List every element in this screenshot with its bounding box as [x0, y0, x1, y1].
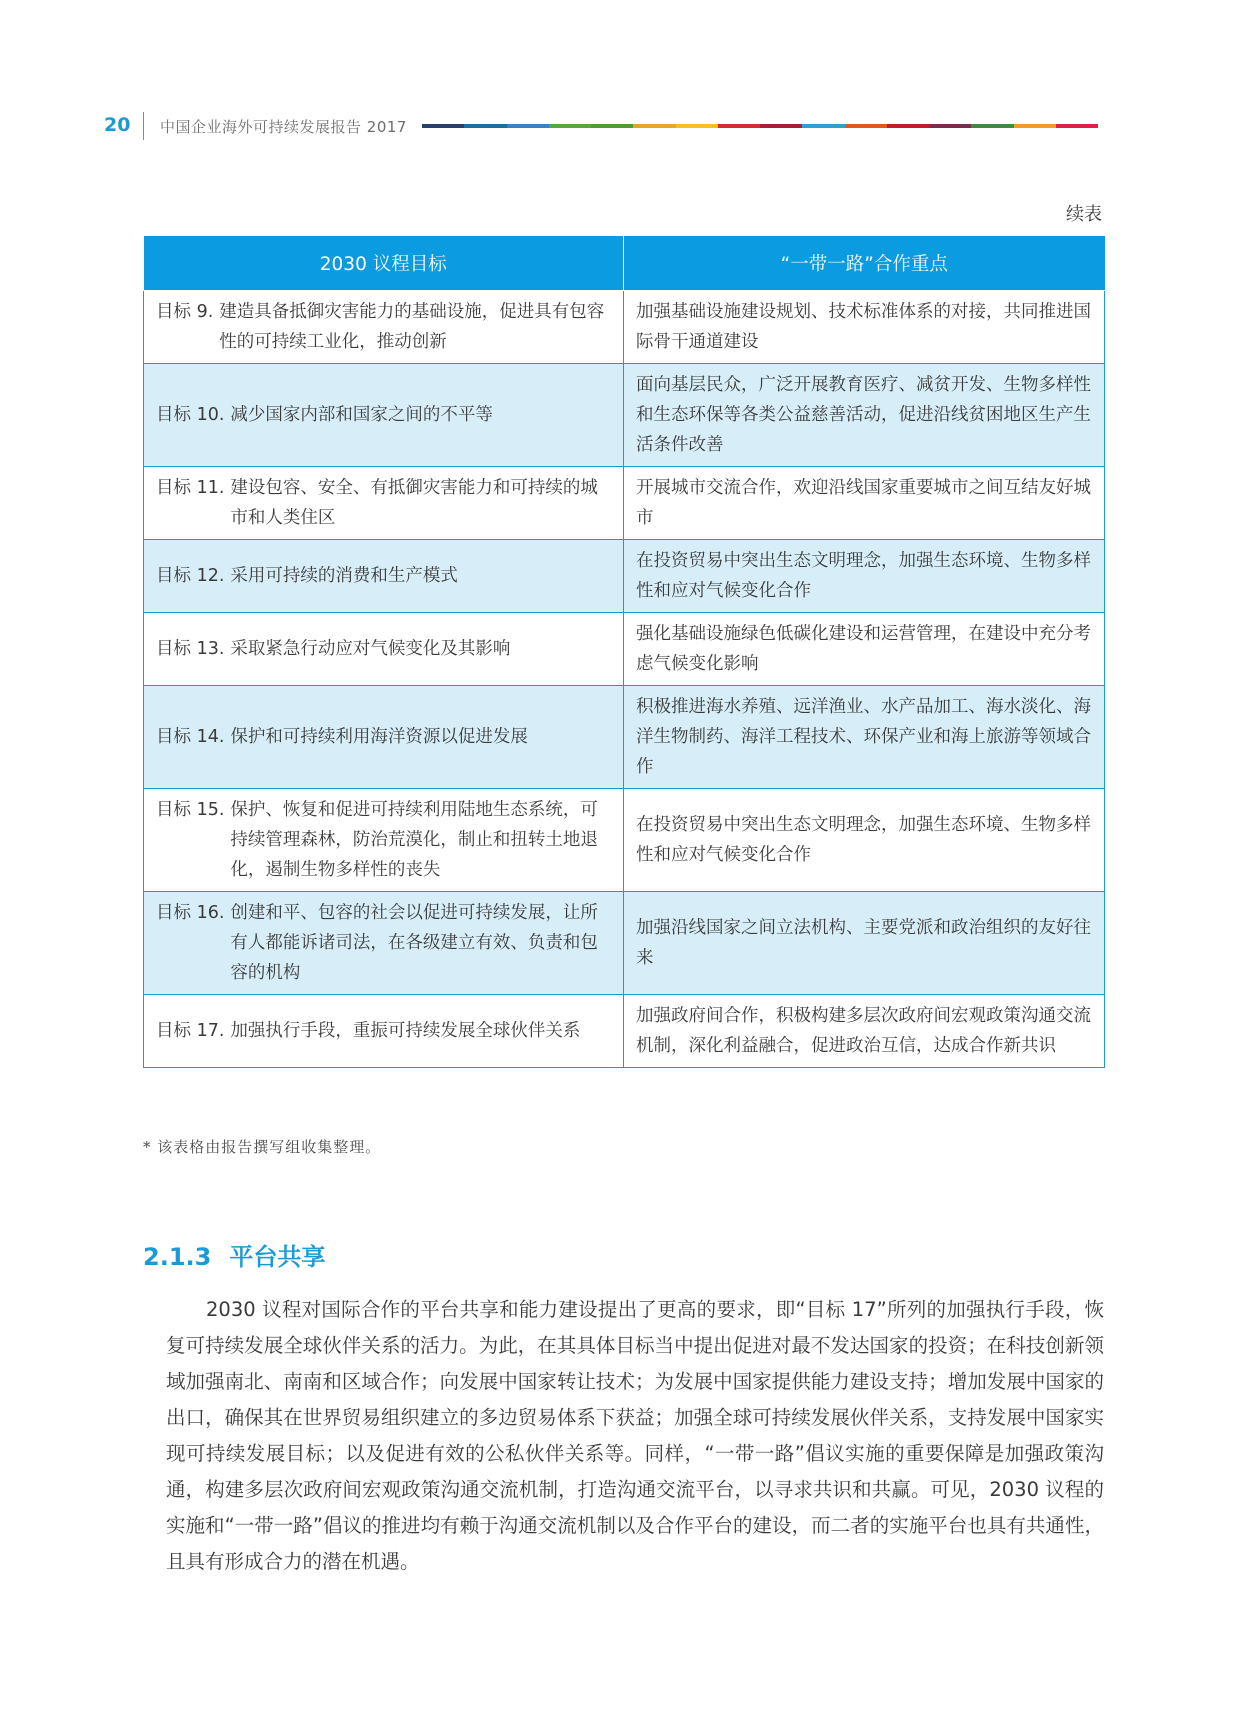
goal-cell — [144, 467, 624, 540]
sdg-color-segment — [464, 124, 506, 128]
goal-text: 保护和可持续利用海洋资源以促进发展 — [230, 727, 528, 747]
table-row — [144, 540, 1105, 613]
sdg-color-segment — [929, 124, 971, 128]
header-divider — [143, 112, 144, 140]
focus-cell: 在投资贸易中突出生态文明理念，加强生态环境、生物多样性和应对气候变化合作 — [624, 789, 1105, 892]
goal-number: 目标 11. — [156, 478, 225, 498]
goal-cell — [144, 291, 624, 364]
goal-cell — [144, 892, 624, 995]
sdg-color-segment — [1056, 124, 1098, 128]
sdg-color-segment — [718, 124, 760, 128]
report-title: 中国企业海外可持续发展报告 2017 — [160, 118, 407, 136]
table-row — [144, 995, 1105, 1068]
goal-number: 目标 17. — [156, 1021, 225, 1041]
goal-cell — [144, 686, 624, 789]
sdg-color-segment — [507, 124, 549, 128]
header-agenda-goal: 2030 议程目标 — [144, 236, 624, 291]
sdg-color-segment — [549, 124, 591, 128]
sdg-color-segment — [1014, 124, 1056, 128]
table-row — [144, 686, 1105, 789]
focus-cell: 在投资贸易中突出生态文明理念，加强生态环境、生物多样性和应对气候变化合作 — [624, 540, 1105, 613]
sdg-color-segment — [422, 124, 464, 128]
focus-cell: 强化基础设施绿色低碳化建设和运营管理，在建设中充分考虑气候变化影响 — [624, 613, 1105, 686]
focus-cell: 面向基层民众，广泛开展教育医疗、减贫开发、生物多样性和生态环保等各类公益慈善活动，促进沿线贫困地区生产生活条件改善 — [624, 364, 1105, 467]
sdg-color-segment — [591, 124, 633, 128]
goal-number: 目标 16. — [156, 903, 225, 923]
focus-cell: 加强政府间合作，积极构建多层次政府间宏观政策沟通交流机制，深化利益融合，促进政治互信，达成合作新共识 — [624, 995, 1105, 1068]
focus-cell: 开展城市交流合作，欢迎沿线国家重要城市之间互结友好城市 — [624, 467, 1105, 540]
goal-number: 目标 10. — [156, 405, 225, 425]
sdg-color-segment — [887, 124, 929, 128]
goal-number: 目标 14. — [156, 727, 225, 747]
focus-cell: 加强沿线国家之间立法机构、主要党派和政治组织的友好往来 — [624, 892, 1105, 995]
goal-cell — [144, 364, 624, 467]
goal-text: 创建和平、包容的社会以促进可持续发展，让所有人都能诉诸司法，在各级建立有效、负责和包容的机构 — [230, 903, 598, 983]
section-heading — [143, 1237, 325, 1272]
section-title: 平台共享 — [229, 1243, 326, 1271]
page-number: 20 — [104, 114, 131, 136]
sdg-color-segment — [633, 124, 675, 128]
goals-table — [143, 236, 1105, 1068]
table-row — [144, 467, 1105, 540]
focus-cell: 加强基础设施建设规划、技术标准体系的对接，共同推进国际骨干通道建设 — [624, 291, 1105, 364]
sdg-color-segment — [845, 124, 887, 128]
table-row — [144, 364, 1105, 467]
sdg-color-segment — [676, 124, 718, 128]
section-number: 2.1.3 — [143, 1243, 212, 1271]
goal-text: 采用可持续的消费和生产模式 — [230, 566, 458, 586]
page-header — [0, 112, 1240, 142]
goal-number: 目标 15. — [156, 800, 225, 820]
body-paragraph: 2030 议程对国际合作的平台共享和能力建设提出了更高的要求，即“目标 17”所列的加强执行手段，恢复可持续发展全球伙伴关系的活力。为此，在其具体目标当中提出促进对最不发达国家的投资；在科技创新领域加强南北、南南和区域合作；向发展中国家转让技术；为发展中国家提供能力建设支持；增加发展中国家的出口，确保其在世界贸易组织建立的多边贸易体系下获益；加强全球可持续发展伙伴关系，支持发展中国家实现可持续发展目标；以及促进有效的公私伙伴关系等。同样，“一带一路”倡议实施的重要保障是加强政策沟通，构建多层次政府间宏观政策沟通交流机制，打造沟通交流平台，以寻求共识和共赢。可见，2030 议程的实施和“一带一路”倡议的推进均有赖于沟通交流机制以及合作平台的建设，而二者的实施平台也具有共通性，且具有形成合力的潜在机遇。 — [166, 1298, 1104, 1573]
sdg-color-bar — [422, 124, 1098, 128]
goal-text: 保护、恢复和促进可持续利用陆地生态系统，可持续管理森林，防治荒漠化，制止和扭转土地退化，遏制生物多样性的丧失 — [230, 800, 598, 880]
goal-cell — [144, 613, 624, 686]
sdg-color-segment — [802, 124, 844, 128]
goal-number: 目标 9. — [156, 302, 214, 322]
header-belt-road-focus: “一带一路”合作重点 — [624, 236, 1105, 291]
goal-cell — [144, 789, 624, 892]
sdg-color-segment — [971, 124, 1013, 128]
table-footnote: * 该表格由报告撰写组收集整理。 — [143, 1138, 382, 1156]
goal-number: 目标 13. — [156, 639, 225, 659]
goal-text: 加强执行手段，重振可持续发展全球伙伴关系 — [230, 1021, 581, 1041]
table-row — [144, 892, 1105, 995]
goal-text: 减少国家内部和国家之间的不平等 — [230, 405, 493, 425]
goal-text: 采取紧急行动应对气候变化及其影响 — [230, 639, 511, 659]
goal-cell — [144, 540, 624, 613]
table-row — [144, 613, 1105, 686]
goal-number: 目标 12. — [156, 566, 225, 586]
table-row — [144, 291, 1105, 364]
goal-cell — [144, 995, 624, 1068]
table-row — [144, 789, 1105, 892]
goal-text: 建设包容、安全、有抵御灾害能力和可持续的城市和人类住区 — [230, 478, 598, 528]
goal-text: 建造具备抵御灾害能力的基础设施，促进具有包容性的可持续工业化，推动创新 — [219, 302, 605, 352]
focus-cell: 积极推进海水养殖、远洋渔业、水产品加工、海水淡化、海洋生物制药、海洋工程技术、环保产业和海上旅游等领域合作 — [624, 686, 1105, 789]
sdg-color-segment — [760, 124, 802, 128]
continued-label: 续表 — [1066, 204, 1102, 225]
table-header-row — [144, 236, 1105, 291]
